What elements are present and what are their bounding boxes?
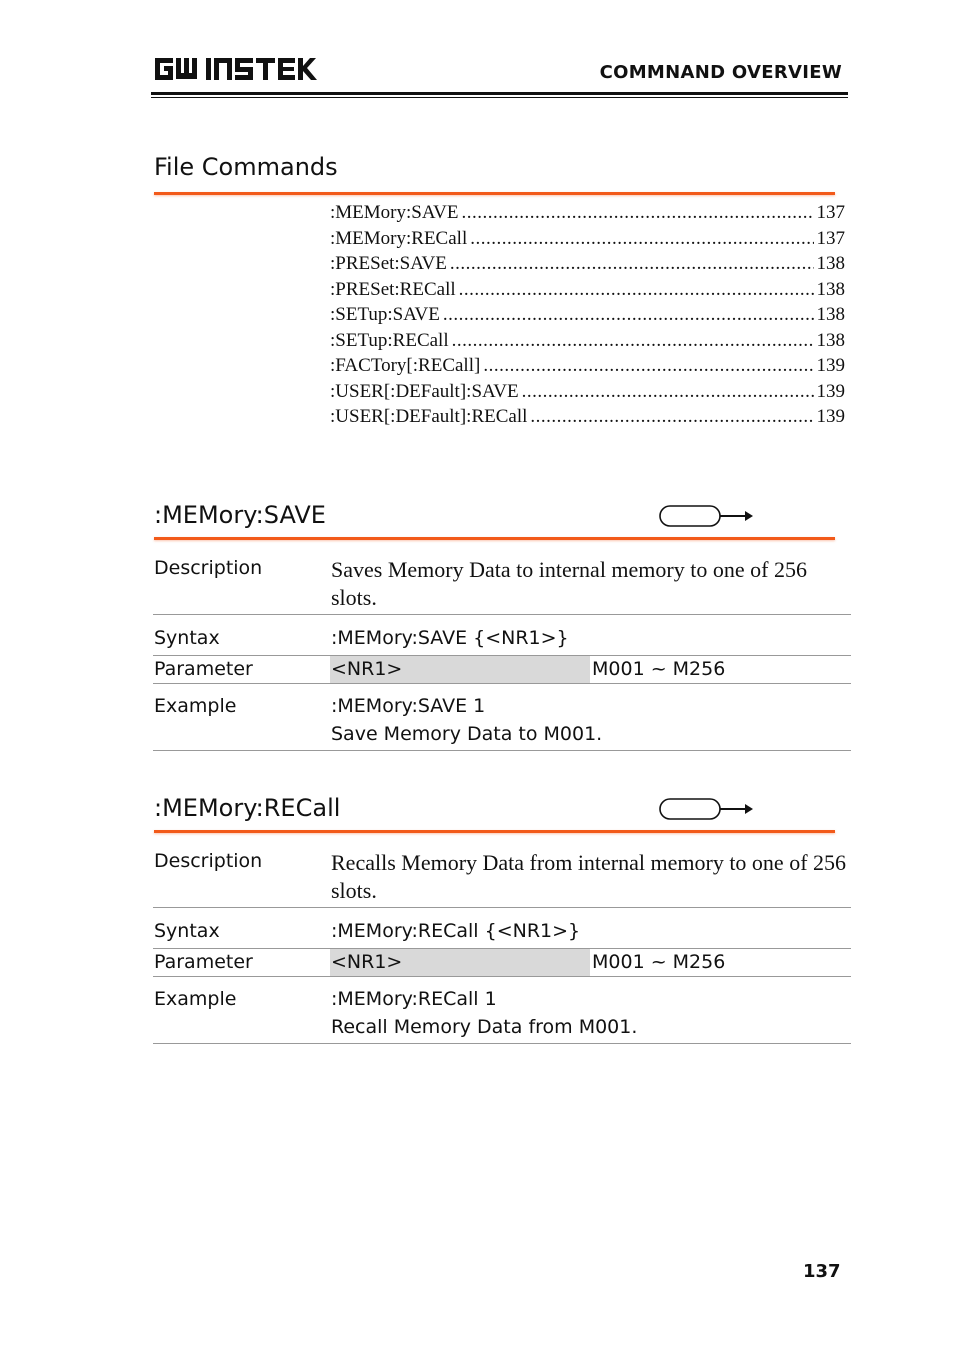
toc-entry[interactable] xyxy=(330,355,845,381)
example-explanation: Save Memory Data to M001. xyxy=(331,723,603,745)
parameter-label: Parameter xyxy=(154,658,253,680)
toc-leader xyxy=(483,355,813,377)
toc-entry-label: :SETup:SAVE xyxy=(330,304,440,325)
set-command-arrow-icon xyxy=(659,504,755,528)
parameter-name: <NR1> xyxy=(331,658,403,680)
toc-entry-label: :USER[:DEFault]:RECall xyxy=(330,406,528,427)
toc-leader xyxy=(461,202,813,224)
toc-entry[interactable] xyxy=(330,406,845,432)
toc-entry-label: :USER[:DEFault]:SAVE xyxy=(330,380,519,402)
example-label: Example xyxy=(154,695,237,717)
toc-entry[interactable] xyxy=(330,304,845,330)
syntax-text: :MEMory:RECall {<NR1>} xyxy=(331,920,581,942)
toc-entry[interactable] xyxy=(330,330,845,356)
toc-entry-page: 139 xyxy=(816,380,845,402)
example-command: :MEMory:SAVE 1 xyxy=(331,695,486,717)
toc-entry-label: :MEMory:SAVE xyxy=(330,202,459,223)
toc-entry-page: 137 xyxy=(816,202,845,223)
syntax-text: :MEMory:SAVE {<NR1>} xyxy=(331,627,569,649)
toc-entry-page: 138 xyxy=(816,253,845,274)
set-command-arrow-icon xyxy=(659,797,755,821)
example-row xyxy=(153,977,851,1044)
toc-leader xyxy=(450,253,814,275)
description-row xyxy=(153,834,851,908)
toc-entry[interactable] xyxy=(330,253,845,279)
heading-underline xyxy=(154,192,835,195)
toc-entry-page: 138 xyxy=(816,304,845,325)
example-command: :MEMory:RECall 1 xyxy=(331,988,497,1010)
command-table-memory-recall xyxy=(153,834,851,1044)
toc-entry[interactable] xyxy=(330,228,845,254)
toc-entry-page: 138 xyxy=(816,278,845,300)
parameter-row xyxy=(153,656,851,684)
toc-entry-label: :SETup:RECall xyxy=(330,329,449,351)
command-title-memory-recall: :MEMory:RECall xyxy=(154,794,341,822)
syntax-row xyxy=(153,908,851,949)
toc-leader xyxy=(443,304,814,326)
toc-leader xyxy=(452,330,814,352)
syntax-label: Syntax xyxy=(154,627,220,649)
description-row xyxy=(153,541,851,615)
description-label: Description xyxy=(154,850,263,872)
example-explanation: Recall Memory Data from M001. xyxy=(331,1016,638,1038)
toc-list xyxy=(330,202,845,432)
toc-leader xyxy=(470,228,813,250)
parameter-range: M001 ~ M256 xyxy=(592,951,726,973)
description-label: Description xyxy=(154,557,263,579)
toc-entry[interactable] xyxy=(330,202,845,228)
parameter-name: <NR1> xyxy=(331,951,403,973)
example-row xyxy=(153,684,851,751)
syntax-label: Syntax xyxy=(154,920,220,942)
example-label: Example xyxy=(154,988,237,1010)
parameter-range: M001 ~ M256 xyxy=(592,658,726,680)
command-title-memory-save: :MEMory:SAVE xyxy=(154,501,326,529)
page-number: 137 xyxy=(803,1261,841,1282)
command-title-underline xyxy=(154,830,835,833)
toc-entry-label: :PRESet:RECall xyxy=(330,278,456,300)
command-title-underline xyxy=(154,537,835,540)
toc-leader xyxy=(522,381,814,403)
toc-entry-page: 137 xyxy=(816,227,845,249)
file-commands-heading: File Commands xyxy=(154,153,338,181)
command-table-memory-save xyxy=(153,541,851,751)
toc-entry-page: 139 xyxy=(816,355,845,376)
syntax-row xyxy=(153,615,851,656)
toc-entry-label: :FACTory[:RECall] xyxy=(330,355,481,376)
toc-entry-label: :MEMory:RECall xyxy=(330,227,468,249)
description-text: Saves Memory Data to internal memory to one of 256 slots. xyxy=(331,557,807,610)
toc-entry[interactable] xyxy=(330,381,845,407)
toc-entry[interactable] xyxy=(330,279,845,305)
section-header: COMMNAND OVERVIEW xyxy=(599,62,842,83)
toc-leader xyxy=(530,406,813,428)
header-rule xyxy=(151,92,848,95)
parameter-label: Parameter xyxy=(154,951,253,973)
parameter-row xyxy=(153,949,851,977)
toc-entry-label: :PRESet:SAVE xyxy=(330,253,447,274)
gw-instek-logo xyxy=(153,54,323,84)
toc-entry-page: 139 xyxy=(816,406,845,427)
description-text: Recalls Memory Data from internal memory to one of 256 slots. xyxy=(331,850,847,903)
toc-leader xyxy=(459,279,814,301)
header-rule-thin xyxy=(151,97,848,98)
toc-entry-page: 138 xyxy=(816,329,845,351)
